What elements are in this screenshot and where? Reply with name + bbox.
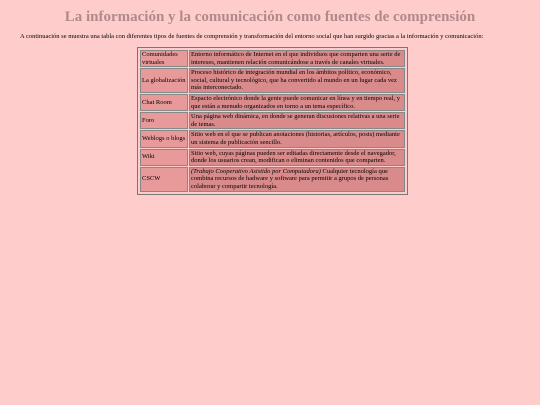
description-italic: (Trabajo Cooperativo Asistido por Computadora) — [191, 167, 321, 175]
table-row — [140, 149, 405, 166]
description-cell: Espacio electrónico donde la gente puede comunicar en línea y en tiempo real, y que están a menudo organizados en torno a un tema específico. — [189, 94, 405, 111]
page-title: La información y la comunicación como fuentes de comprensión — [64, 9, 476, 25]
table-row — [140, 112, 405, 129]
description-cell: Una página web dinámica, en donde se generan discusiones relativas a una serie de temas. — [189, 112, 405, 129]
table-row — [140, 167, 405, 192]
description-cell: Sitio web en el que se publican anotaciones (historias, artículos, posts) mediante un sistema de publicación sencillo. — [189, 130, 405, 147]
table-row — [140, 130, 405, 147]
table-row — [140, 94, 405, 111]
term-cell: Wiki — [140, 149, 188, 166]
term-cell: La globalización — [140, 68, 188, 93]
term-cell: Chat Room — [140, 94, 188, 111]
intro-text: A continuación se muestra una tabla con diferentes tipos de fuentes de comprensión y transformación del entorno social que han surgido gracias a la información y comunicación: — [20, 33, 484, 40]
description-cell: Proceso histórico de integración mundial en los ámbitos político, económico, social, cultural y tecnológico, que ha convertido al mundo en un lugar cada vez más interconectado. — [189, 68, 405, 93]
sources-table-frame — [137, 47, 408, 195]
description-text: Cualquier tecnología que combina recursos de hadware y software para permitir a grupos de personas colaborar y compartir tecnología. — [191, 167, 389, 190]
description-cell: Sitio web, cuyas páginas pueden ser editadas directamente desde el navegador, donde los usuarios crean, modifican o eliminan contenidos que comparten. — [189, 149, 405, 166]
description-cell — [189, 167, 405, 192]
table-row — [140, 68, 405, 93]
term-cell: Comunidades virtuales — [140, 50, 188, 67]
sources-table — [139, 49, 406, 193]
description-cell: Entorno informático de Internet en el que individuos que comparten una serie de intereses, mantienen relación comunicándose a través de canales virtuales. — [189, 50, 405, 67]
term-cell: CSCW — [140, 167, 188, 192]
term-cell: Foro — [140, 112, 188, 129]
term-cell: Weblogs o blogs — [140, 130, 188, 147]
table-row — [140, 50, 405, 67]
